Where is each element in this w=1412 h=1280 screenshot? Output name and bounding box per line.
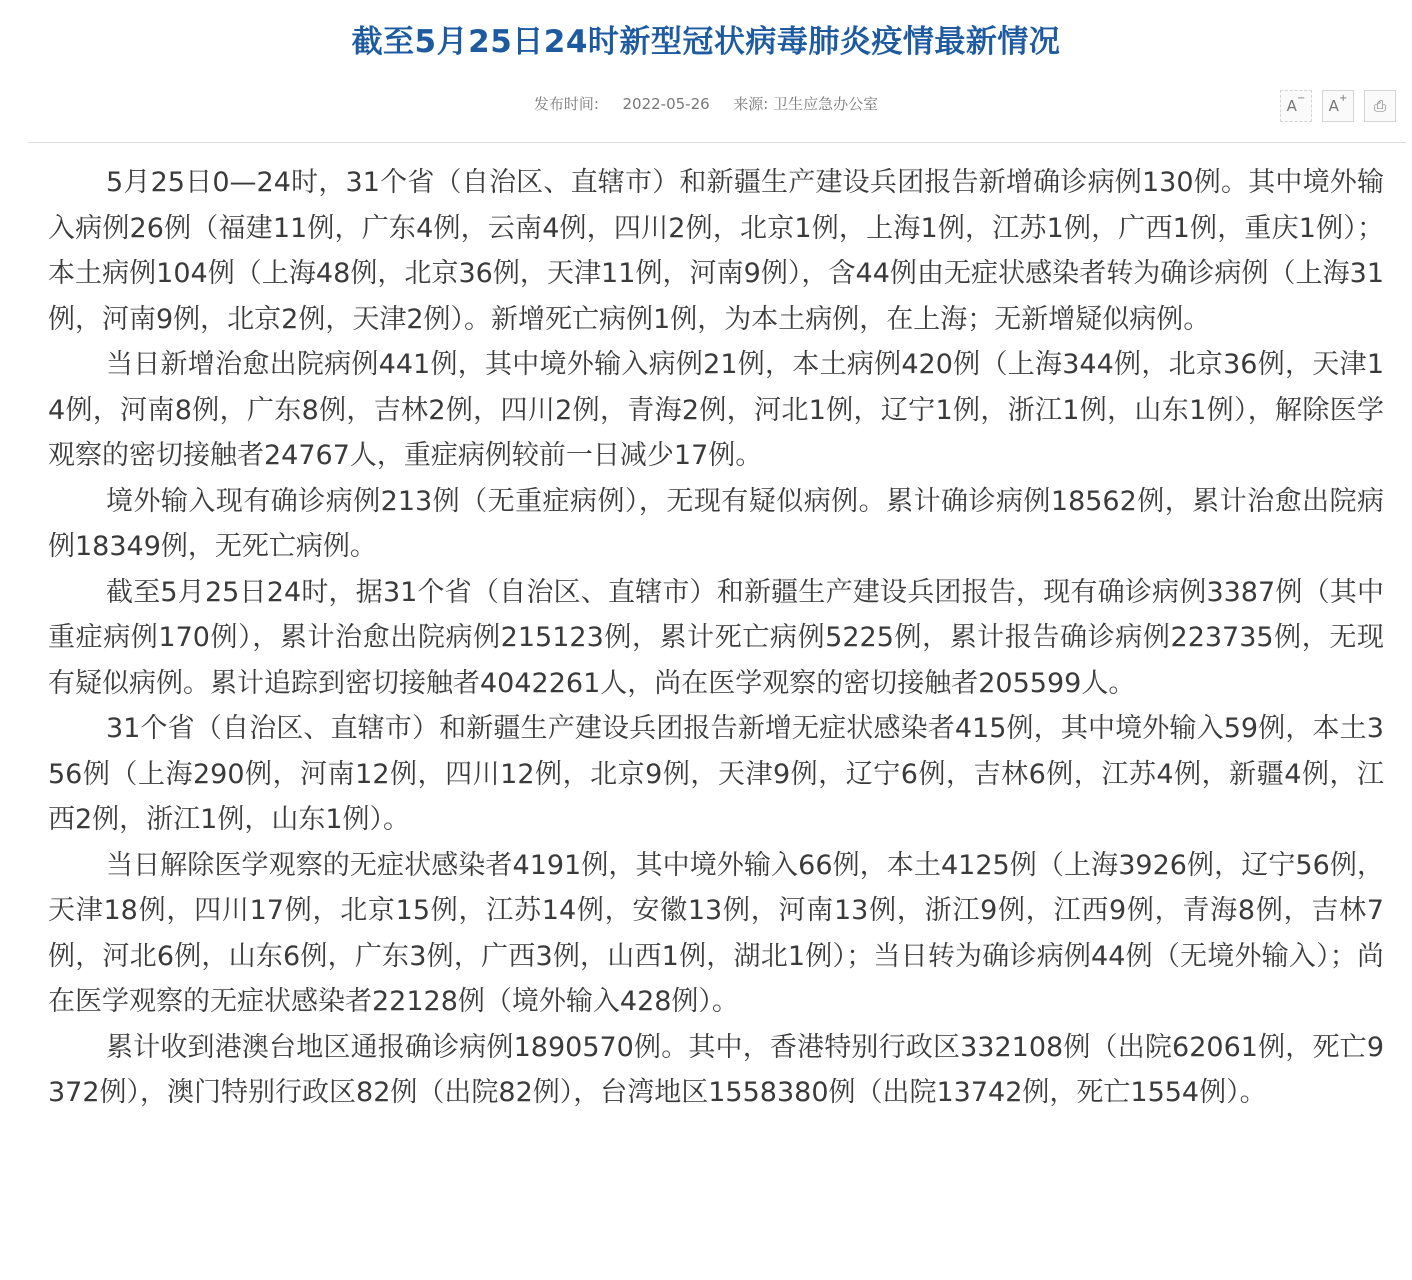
header-divider bbox=[28, 142, 1406, 143]
font-decrease-button[interactable] bbox=[1280, 90, 1312, 122]
article-body bbox=[48, 160, 1384, 1116]
article-meta bbox=[0, 92, 1412, 116]
paragraph: 境外输入现有确诊病例213例（无重症病例），无现有疑似病例。累计确诊病例18562例，累计治愈出院病例18349例，无死亡病例。 bbox=[48, 485, 1384, 562]
paragraph: 31个省（自治区、直辖市）和新疆生产建设兵团报告新增无症状感染者415例，其中境外输入59例，本土356例（上海290例，河南12例，四川12例，北京9例，天津9例，辽宁6例，吉林6例，江苏4例，新疆4例，江西2例，浙江1例，山东1例）。 bbox=[48, 713, 1384, 835]
font-increase-icon: A+ bbox=[1328, 93, 1348, 115]
paragraph: 5月25日0—24时，31个省（自治区、直辖市）和新疆生产建设兵团报告新增确诊病例130例。其中境外输入病例26例（福建11例，广东4例，云南4例，四川2例，北京1例，上海1例，江苏1例，广西1例，重庆1例）；本土病例104例（上海48例，北京36例，天津11例，河南9例），含44例由无症状感染者转为确诊病例（上海31例，河南9例，北京2例，天津2例）。新增死亡病例1例，为本土病例，在上海；无新增疑似病例。 bbox=[48, 167, 1384, 335]
print-icon: ⎙ bbox=[1373, 97, 1386, 115]
font-decrease-icon: A− bbox=[1286, 93, 1306, 115]
article-title: 截至5月25日24时新型冠状病毒肺炎疫情最新情况 bbox=[351, 24, 1061, 60]
source-name: 卫生应急办公室 bbox=[773, 95, 879, 113]
article-toolbar bbox=[1280, 90, 1396, 126]
source-label: 来源: bbox=[733, 95, 769, 113]
font-increase-button[interactable] bbox=[1322, 90, 1354, 122]
publish-time-label: 发布时间: bbox=[533, 95, 599, 113]
print-button[interactable] bbox=[1364, 90, 1396, 122]
publish-date: 2022-05-26 bbox=[622, 95, 710, 113]
paragraph: 累计收到港澳台地区通报确诊病例1890570例。其中，香港特别行政区332108例（出院62061例，死亡9372例），澳门特别行政区82例（出院82例），台湾地区1558380例（出院13742例，死亡1554例）。 bbox=[48, 1031, 1384, 1108]
paragraph: 当日解除医学观察的无症状感染者4191例，其中境外输入66例，本土4125例（上海3926例，辽宁56例，天津18例，四川17例，北京15例，江苏14例，安徽13例，河南13例，浙江9例，江西9例，青海8例，吉林7例，河北6例，山东6例，广东3例，广西3例，山西1例，湖北1例）；当日转为确诊病例44例（无境外输入）；尚在医学观察的无症状感染者22128例（境外输入428例）。 bbox=[48, 849, 1384, 1017]
paragraph: 截至5月25日24时，据31个省（自治区、直辖市）和新疆生产建设兵团报告，现有确诊病例3387例（其中重症病例170例），累计治愈出院病例215123例，累计死亡病例5225例，累计报告确诊病例223735例，无现有疑似病例。累计追踪到密切接触者4042261人，尚在医学观察的密切接触者205599人。 bbox=[48, 576, 1384, 699]
paragraph: 当日新增治愈出院病例441例，其中境外输入病例21例，本土病例420例（上海344例，北京36例，天津14例，河南8例，广东8例，吉林2例，四川2例，青海2例，河北1例，辽宁1例，浙江1例，山东1例），解除医学观察的密切接触者24767人，重症病例较前一日减少17例。 bbox=[48, 349, 1384, 471]
